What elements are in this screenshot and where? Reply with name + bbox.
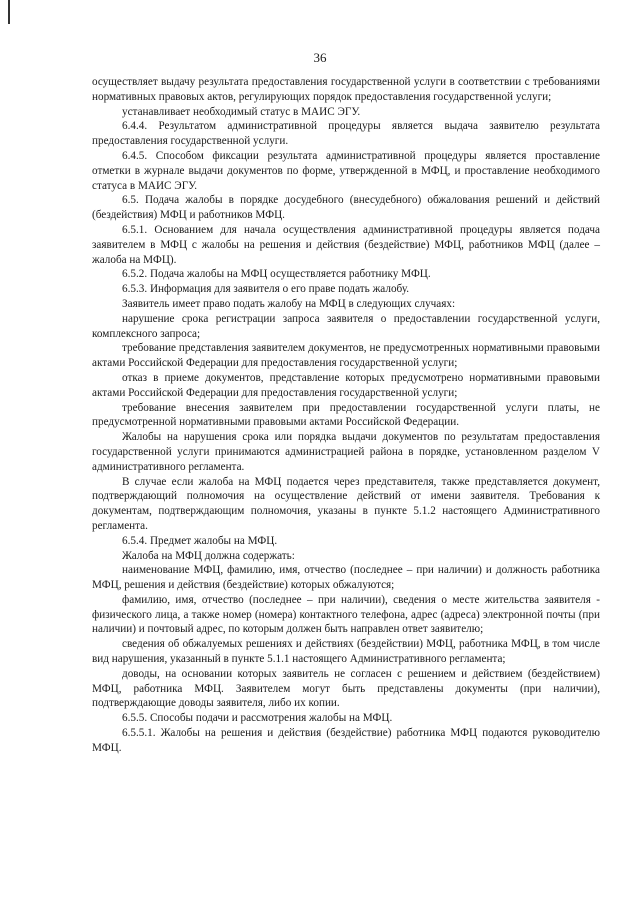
paragraph: Жалоба на МФЦ должна содержать: xyxy=(122,549,295,562)
paragraph: доводы, на основании которых заявитель не согласен с решением и действием (бездействием) МФЦ, работника МФЦ. Заявителем могут быть представлены документы (при наличии), подтверждающие доводы заявителя, либо их копии. xyxy=(92,667,600,710)
paragraph: требование внесения заявителем при предоставлении государственной услуги платы, не предусмотренной нормативными правовыми актами Российской Федерации. xyxy=(92,401,600,429)
paragraph: 6.5.2. Подача жалобы на МФЦ осуществляется работнику МФЦ. xyxy=(122,268,431,281)
paragraph: Жалобы на нарушения срока или порядка выдачи документов по результатам предоставления государственной услуги принимаются администрацией района в порядке, установленном разделом V административного регламента. xyxy=(92,431,600,473)
paragraph: 6.4.5. Способом фиксации результата административной процедуры является проставление отметки в журнале выдачи документов по форме, утвержденной в МФЦ, и проставление необходимого статуса в МАИС ЭГУ. xyxy=(92,149,600,192)
paragraph: устанавливает необходимый статус в МАИС ЭГУ. xyxy=(122,105,361,118)
paragraph: требование представления заявителем документов, не предусмотренных нормативными правовыми актами Российской Федерации для предоставления государственной услуги; xyxy=(92,342,600,370)
paragraph: 6.5.4. Предмет жалобы на МФЦ. xyxy=(122,534,278,547)
paragraph: наименование МФЦ, фамилию, имя, отчество (последнее – при наличии) и должность работника МФЦ, решения и действия (бездействие) которых обжалуются; xyxy=(92,564,600,592)
paragraph: 6.5.1. Основанием для начала осуществления административной процедуры является подача заявителем в МФЦ с жалобы на решения и действия (бездействие) МФЦ, работников МФЦ (далее – жалоба на МФЦ). xyxy=(92,223,600,266)
document-text xyxy=(92,75,600,756)
paragraph: В случае если жалоба на МФЦ подается через представителя, также представляется документ, подтверждающий полномочия на осуществление действий от имени заявителя. Требования к документам, подтверждающим полномочия, указаны в пункте 5.1.2 настоящего Административного регламента. xyxy=(92,475,600,532)
paragraph: нарушение срока регистрации запроса заявителя о предоставлении государственной услуги, комплексного запроса; xyxy=(92,312,600,340)
paragraph: фамилию, имя, отчество (последнее – при наличии), сведения о месте жительства заявителя - физического лица, а также номер (номера) контактного телефона, адрес (адреса) электронной почты (при наличии) и почтовый адрес, по которым должен быть направлен ответ заявителю; xyxy=(92,593,600,636)
page-number: 36 xyxy=(313,50,327,65)
paragraph: осуществляет выдачу результата предоставления государственной услуги в соответствии с требованиями нормативных правовых актов, регулирующих порядок предоставления государственной услуги; xyxy=(92,76,600,103)
paragraph: 6.5.3. Информация для заявителя о его праве подать жалобу. xyxy=(122,283,410,296)
paragraph: сведения об обжалуемых решениях и действиях (бездействии) МФЦ, работника МФЦ, в том числе вид нарушения, указанный в пункте 5.1.1 настоящего Административного регламента; xyxy=(92,638,600,666)
paragraph: Заявитель имеет право подать жалобу на МФЦ в следующих случаях: xyxy=(122,297,456,310)
paragraph: 6.4.4. Результатом административной процедуры является выдача заявителю результата предоставления государственной услуги. xyxy=(92,120,600,148)
paragraph: 6.5.5.1. Жалобы на решения и действия (бездействие) работника МФЦ подаются руководителю МФЦ. xyxy=(92,727,600,754)
paragraph: 6.5. Подача жалобы в порядке досудебного (внесудебного) обжалования решений и действий (бездействия) МФЦ и работников МФЦ. xyxy=(92,194,600,222)
paragraph: отказ в приеме документов, представление которых предусмотрено нормативными правовыми актами Российской Федерации для предоставления государственной услуги; xyxy=(92,371,600,399)
scan-edge-mark xyxy=(8,0,10,24)
paragraph: 6.5.5. Способы подачи и рассмотрения жалобы на МФЦ. xyxy=(122,712,393,725)
